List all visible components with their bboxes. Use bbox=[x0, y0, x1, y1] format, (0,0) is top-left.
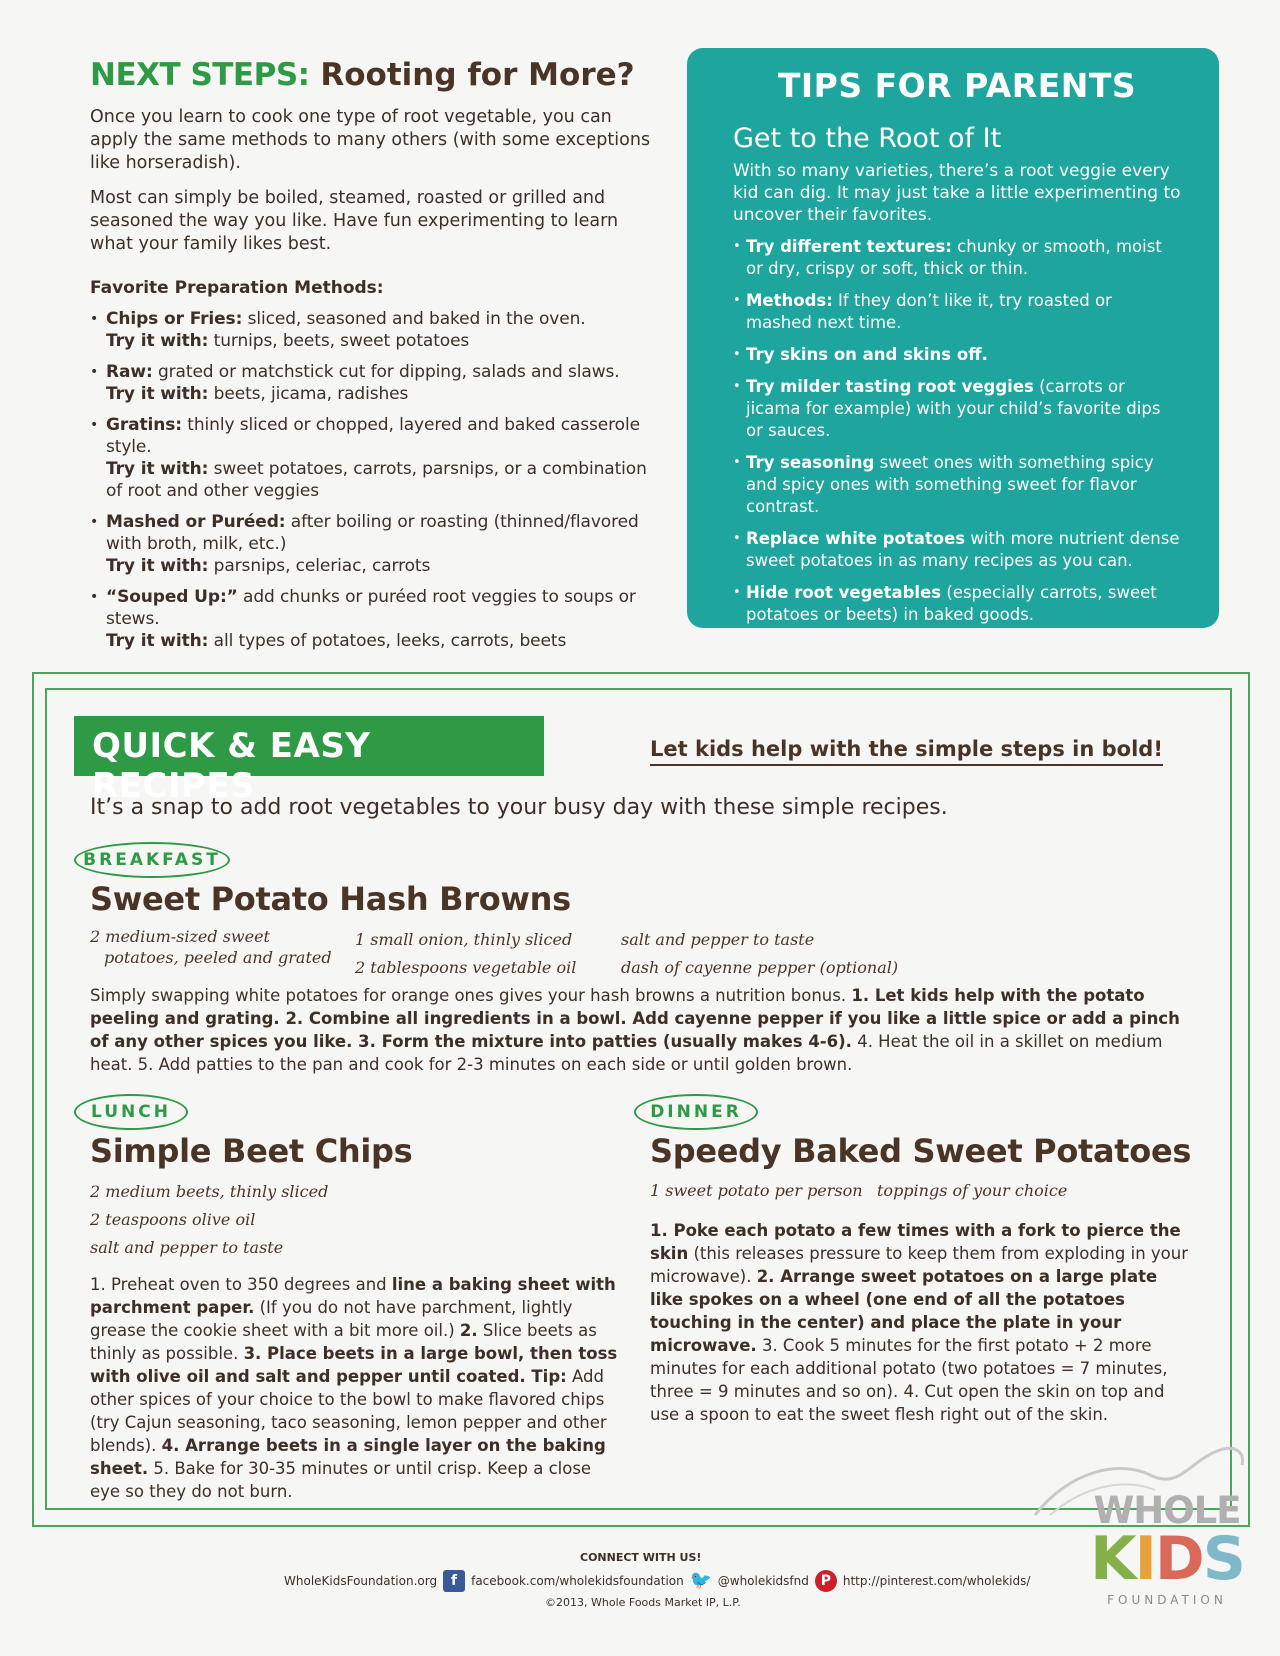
breakfast-ingredient: 1 small onion, thinly sliced 2 tablespoons vegetable oil bbox=[355, 930, 577, 977]
kids-help-note: Let kids help with the simple steps in bold! bbox=[650, 737, 1163, 766]
facebook-link[interactable]: facebook.com/wholekidsfoundation bbox=[471, 1574, 684, 1588]
pinterest-icon[interactable]: P bbox=[815, 1570, 837, 1592]
facebook-icon[interactable]: f bbox=[443, 1570, 465, 1592]
twitter-icon[interactable]: 🐦 bbox=[689, 1570, 713, 1591]
tips-subtitle: Get to the Root of It bbox=[733, 123, 1002, 154]
tips-title: TIPS FOR PARENTS bbox=[777, 66, 1137, 105]
breakfast-instructions: Simply swapping white potatoes for orange ones gives your hash browns a nutrition bonus. 1. Let kids help with the potato peeling and grating. 2. Combine all ingredients in a bowl. Add cayenne pepper if you like a little spice or add a pinch of any other spices you like. 3. Form the mixture into patties (usually makes 4-6). 4. Heat the oil in a skillet on medium heat. 5. Add patties to the pan and cook for 2-3 minutes on each side or until golden brown. bbox=[90, 986, 1180, 1074]
logo-whole-text: WHOLE bbox=[1093, 1489, 1241, 1532]
tip-item: • Try milder tasting root veggies (carrots or jicama for example) with your child’s favorite dips or sauces. bbox=[733, 376, 1181, 442]
dinner-ingredient: 1 sweet potato per person bbox=[650, 1181, 863, 1200]
pinterest-link[interactable]: http://pinterest.com/wholekids/ bbox=[842, 1574, 1031, 1588]
method-item: • Raw: grated or matchstick cut for dipping, salads and slaws. Try it with: beets, jicama, radishes bbox=[90, 361, 660, 405]
breakfast-ingredient: 2 medium-sized sweet potatoes, peeled and grated bbox=[90, 927, 332, 967]
logo-foundation-text: FOUNDATION bbox=[1107, 1593, 1227, 1607]
recipes-intro: It’s a snap to add root vegetables to your busy day with these simple recipes. bbox=[90, 795, 948, 820]
breakfast-ingredient: salt and pepper to taste dash of cayenne pepper (optional) bbox=[621, 930, 899, 977]
next-steps-title: NEXT STEPS: Rooting for More? bbox=[90, 57, 635, 93]
tip-item: • Methods: If they don’t like it, try roasted or mashed next time. bbox=[733, 290, 1181, 334]
tip-item: • Try seasoning sweet ones with something spicy and spicy ones with something sweet for flavor contrast. bbox=[733, 452, 1181, 518]
tips-list bbox=[733, 236, 1181, 626]
dinner-recipe-title: Speedy Baked Sweet Potatoes bbox=[650, 1132, 1192, 1170]
method-item: • Chips or Fries: sliced, seasoned and baked in the oven. Try it with: turnips, beets, sweet potatoes bbox=[90, 308, 660, 352]
website-link[interactable]: WholeKidsFoundation.org bbox=[284, 1574, 438, 1588]
copyright: ©2013, Whole Foods Market IP, L.P. bbox=[545, 1596, 741, 1609]
methods-heading: Favorite Preparation Methods: bbox=[90, 278, 384, 299]
footer-links bbox=[284, 1570, 1030, 1592]
twitter-link[interactable]: @wholekidsfnd bbox=[717, 1574, 809, 1588]
method-item: • Mashed or Puréed: after boiling or roasting (thinned/flavored with broth, milk, etc.) Try it with: parsnips, celeriac, carrots bbox=[90, 511, 660, 577]
quick-easy-recipes-banner: QUICK & EASY RECIPES bbox=[74, 716, 544, 776]
lunch-ingredients: 2 medium beets, thinly sliced 2 teaspoons olive oil salt and pepper to taste bbox=[90, 1182, 329, 1257]
method-item: • “Souped Up:” add chunks or puréed root veggies to soups or stews. Try it with: all types of potatoes, leeks, carrots, beets bbox=[90, 586, 660, 652]
tip-item: • Replace white potatoes with more nutrient dense sweet potatoes in as many recipes as you can. bbox=[733, 528, 1181, 572]
next-steps-paragraph-2: Most can simply be boiled, steamed, roasted or grilled and seasoned the way you like. Have fun experimenting to learn what your family likes best. bbox=[90, 188, 619, 255]
logo-kids-text: KIDS bbox=[1090, 1524, 1244, 1594]
lunch-recipe-title: Simple Beet Chips bbox=[90, 1132, 413, 1170]
methods-list bbox=[90, 308, 660, 652]
method-item: • Gratins: thinly sliced or chopped, layered and baked casserole style. Try it with: sweet potatoes, carrots, parsnips, or a combination of root and other veggies bbox=[90, 414, 660, 502]
breakfast-tag: BREAKFAST bbox=[74, 842, 230, 878]
next-steps-section bbox=[90, 58, 660, 661]
breakfast-recipe-title: Sweet Potato Hash Browns bbox=[90, 880, 571, 918]
tips-intro: With so many varieties, there’s a root veggie every kid can dig. It may just take a little experimenting to uncover their favorites. bbox=[733, 161, 1181, 225]
tip-item: • Try different textures: chunky or smooth, moist or dry, crispy or soft, thick or thin. bbox=[733, 236, 1181, 280]
lunch-instructions: 1. Preheat oven to 350 degrees and line a baking sheet with parchment paper. (If you do not have parchment, lightly grease the cookie sheet with a bit more oil.) 2. Slice beets as thinly as possible. 3. Place beets in a large bowl, then toss with olive oil and salt and pepper until coated. Tip: Add other spices of your choice to the bowl to make flavored chips (try Cajun seasoning, taco seasoning, lemon pepper and other blends). 4. Arrange beets in a single layer on the baking sheet. 5. Bake for 30-35 minutes or until crisp. Keep a close eye so they do not burn. bbox=[90, 1275, 618, 1501]
whole-kids-foundation-logo bbox=[1082, 1489, 1252, 1607]
tip-item: • Try skins on and skins off. bbox=[733, 344, 1181, 366]
next-steps-paragraph-1: Once you learn to cook one type of root vegetable, you can apply the same methods to many others (with some exceptions like horseradish). bbox=[90, 107, 651, 174]
connect-with-us: CONNECT WITH US! bbox=[580, 1551, 702, 1564]
dinner-instructions: 1. Poke each potato a few times with a fork to pierce the skin (this releases pressure to keep them from exploding in your microwave). 2. Arrange sweet potatoes on a large plate like spokes on a wheel (one end of all the potatoes touching in the center) and place the plate in your microwave. 3. Cook 5 minutes for the first potato + 2 more minutes for each additional potato (two potatoes = 7 minutes, three = 9 minutes and so on). 4. Cut open the skin on top and use a spoon to eat the sweet flesh right out of the skin. bbox=[650, 1221, 1188, 1424]
lunch-tag: LUNCH bbox=[74, 1094, 188, 1130]
tips-for-parents-box bbox=[687, 48, 1219, 628]
dinner-ingredient: toppings of your choice bbox=[877, 1181, 1068, 1200]
dinner-tag: DINNER bbox=[634, 1094, 758, 1130]
tip-item: • Hide root vegetables (especially carrots, sweet potatoes or beets) in baked goods. bbox=[733, 582, 1181, 626]
